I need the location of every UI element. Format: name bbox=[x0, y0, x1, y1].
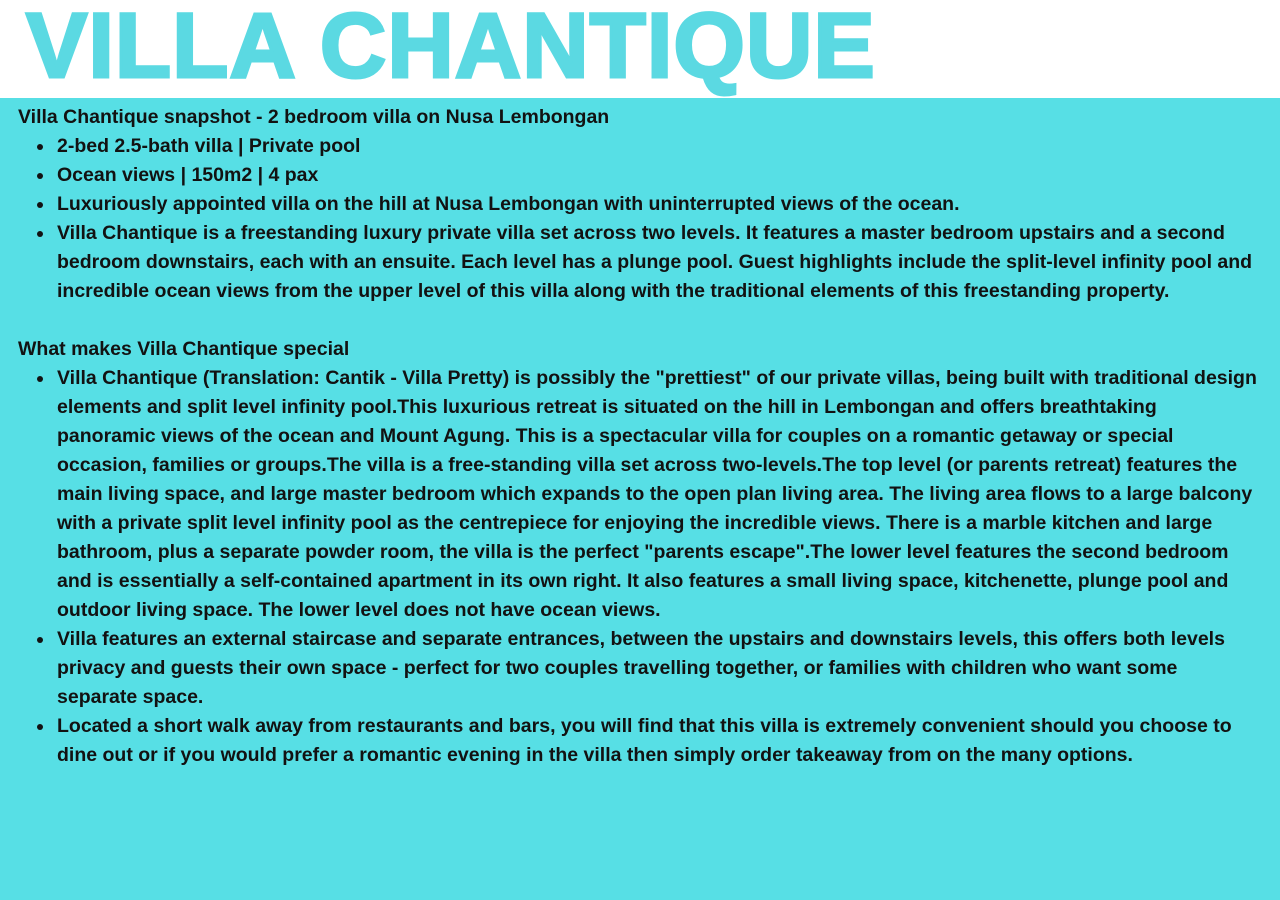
content-area bbox=[0, 98, 1280, 900]
snapshot-heading: Villa Chantique snapshot - 2 bedroom villa on Nusa Lembongan bbox=[18, 106, 610, 128]
header bbox=[0, 0, 1280, 98]
bullet-item: • Villa Chantique (Translation: Cantik - Villa Pretty) is possibly the "prettiest" of our private villas, being built with traditional design elements and split level infinity pool.This luxurious retreat is situated on the hill in Lembongan and offers breathtaking panoramic views of the ocean and Mount Agung. This is a spectacular villa for couples on a romantic getaway or special occasion, families or groups.The villa is a free-standing villa set across two-levels.The top level (or parents retreat) features the main living space, and large master bedroom which expands to the open plan living area. The living area flows to a large balcony with a private split level infinity pool as the centrepiece for enjoying the incredible views. There is a marble kitchen and large bathroom, plus a separate powder room, the villa is the perfect "parents escape".The lower level features the second bedroom and is essentially a self-contained apartment in its own right. It also features a small living space, kitchenette, plunge pool and outdoor living space. The lower level does not have ocean views. bbox=[55, 364, 1260, 625]
bullet-item: • Luxuriously appointed villa on the hill at Nusa Lembongan with uninterrupted views of the ocean. bbox=[55, 190, 1260, 219]
bullet-item: • Located a short walk away from restaurants and bars, you will find that this villa is extremely convenient should you choose to dine out or if you would prefer a romantic evening in the villa then simply order takeaway from on the many options. bbox=[55, 712, 1260, 770]
snapshot-bullet-list bbox=[18, 132, 1260, 306]
page-title: VILLA CHANTIQUE bbox=[26, 0, 876, 98]
special-bullet-list bbox=[18, 364, 1260, 770]
bullet-item: • 2-bed 2.5-bath villa | Private pool bbox=[55, 132, 1260, 161]
bullet-item: • Villa Chantique is a freestanding luxury private villa set across two levels. It features a master bedroom upstairs and a second bedroom downstairs, each with an ensuite. Each level has a plunge pool. Guest highlights include the split-level infinity pool and incredible ocean views from the upper level of this villa along with the traditional elements of this freestanding property. bbox=[55, 219, 1260, 306]
bullet-item: • Villa features an external staircase and separate entrances, between the upstairs and downstairs levels, this offers both levels privacy and guests their own space - perfect for two couples travelling together, or families with children who want some separate space. bbox=[55, 625, 1260, 712]
special-heading: What makes Villa Chantique special bbox=[18, 338, 350, 360]
bullet-item: • Ocean views | 150m2 | 4 pax bbox=[55, 161, 1260, 190]
